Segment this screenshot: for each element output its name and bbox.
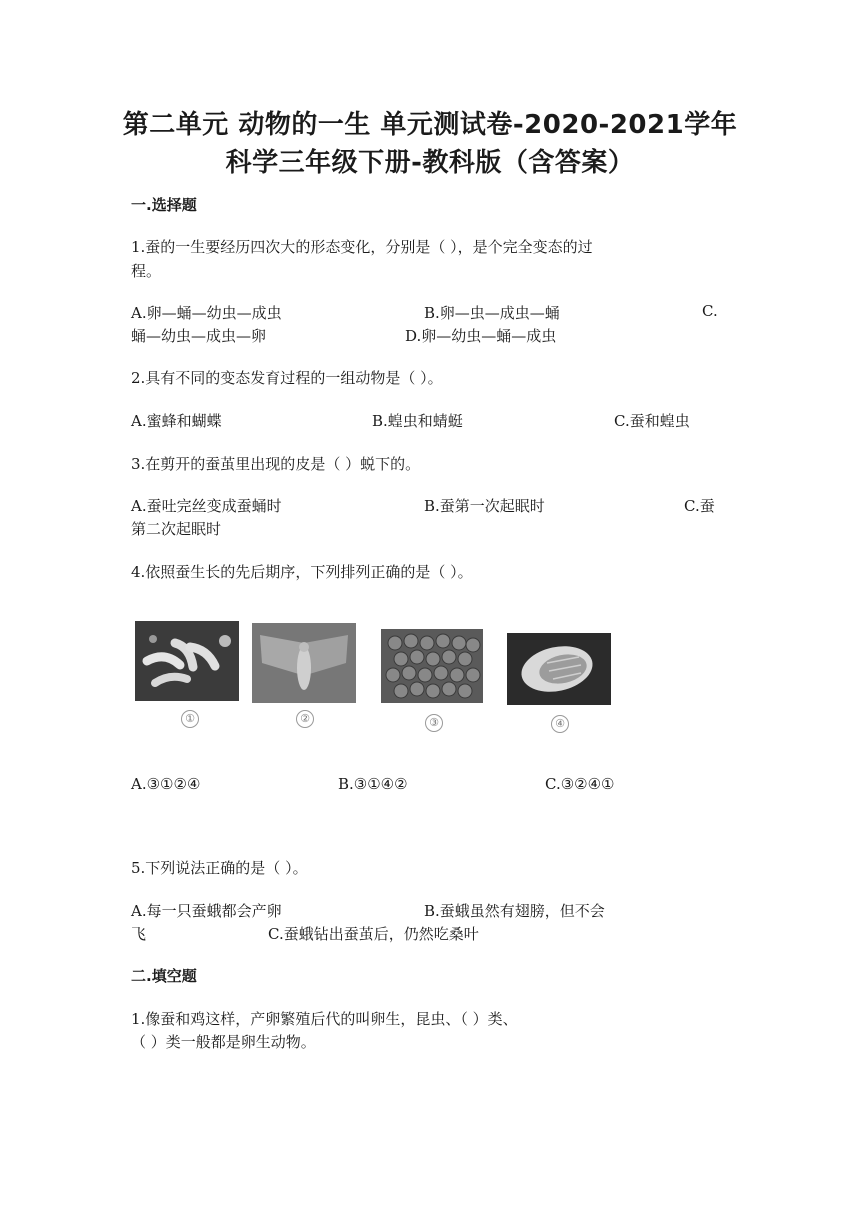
fill1-line1: 1.像蚕和鸡这样，产卵繁殖后代的叫卵生，昆虫、（ ）类、	[131, 1010, 518, 1028]
q3-option-b: B.蚕第一次起眠时	[424, 497, 545, 515]
q1-option-c-label: C.	[702, 302, 718, 320]
q5-option-c: C.蚕蛾钻出蚕茧后，仍然吃桑叶	[268, 925, 479, 943]
q4-option-a: A.③①②④	[131, 775, 201, 793]
q3-option-a: A.蚕吐完丝变成蚕蛹时	[131, 497, 282, 515]
q1-option-d: D.卵—幼虫—蛹—成虫	[405, 327, 557, 345]
silkworm-eggs-photo	[381, 629, 483, 703]
page-title-line1: 第二单元 动物的一生 单元测试卷-2020-2021学年	[122, 110, 738, 140]
q5-option-a: A.每一只蚕蛾都会产卵	[131, 902, 282, 920]
q4-stem: 4.依照蚕生长的先后期序，下列排列正确的是（ ）。	[131, 563, 473, 581]
fill1-line2: （ ）类一般都是卵生动物。	[131, 1033, 316, 1051]
q5-option-b: B.蚕蛾虽然有翅膀，但不会	[424, 902, 605, 920]
q4-option-b: B.③①④②	[338, 775, 408, 793]
q2-stem: 2.具有不同的变态发育过程的一组动物是（ ）。	[131, 369, 443, 387]
q3-option-c-label: C.蚕	[684, 497, 715, 515]
q3-option-c: 第二次起眠时	[131, 520, 222, 538]
q3-stem: 3.在剪开的蚕茧里出现的皮是（ ）蜕下的。	[131, 455, 421, 473]
q2-option-c: C.蚕和蝗虫	[614, 412, 690, 430]
q2-option-a: A.蜜蜂和蝴蝶	[131, 412, 222, 430]
section-heading-fill: 二.填空题	[131, 967, 197, 985]
silkworm-pupa-photo	[507, 633, 611, 705]
photo-caption-1: ①	[181, 710, 199, 728]
q2-option-b: B.蝗虫和蜻蜓	[372, 412, 463, 430]
q1-stem: 1.蚕的一生要经历四次大的形态变化，分别是（ ），是个完全变态的过	[131, 238, 593, 256]
q1-option-a: A.卵—蛹—幼虫—成虫	[131, 304, 282, 322]
photo-caption-2: ②	[296, 710, 314, 728]
q1-option-c: 蛹—幼虫—成虫—卵	[131, 327, 267, 345]
q1-stem-cont: 程。	[131, 262, 162, 280]
photo-caption-3: ③	[425, 714, 443, 732]
q4-option-c: C.③②④①	[545, 775, 615, 793]
q5-option-b-cont: 飞	[131, 925, 147, 943]
silkworm-larvae-photo	[135, 621, 239, 701]
photo-caption-4: ④	[551, 715, 569, 733]
q5-stem: 5.下列说法正确的是（ ）。	[131, 859, 308, 877]
page-title-line2: 科学三年级下册-教科版（含答案）	[225, 148, 635, 178]
section-heading-choice: 一.选择题	[131, 196, 197, 214]
silk-moth-photo	[252, 623, 356, 703]
q1-option-b: B.卵—虫—成虫—蛹	[424, 304, 560, 322]
